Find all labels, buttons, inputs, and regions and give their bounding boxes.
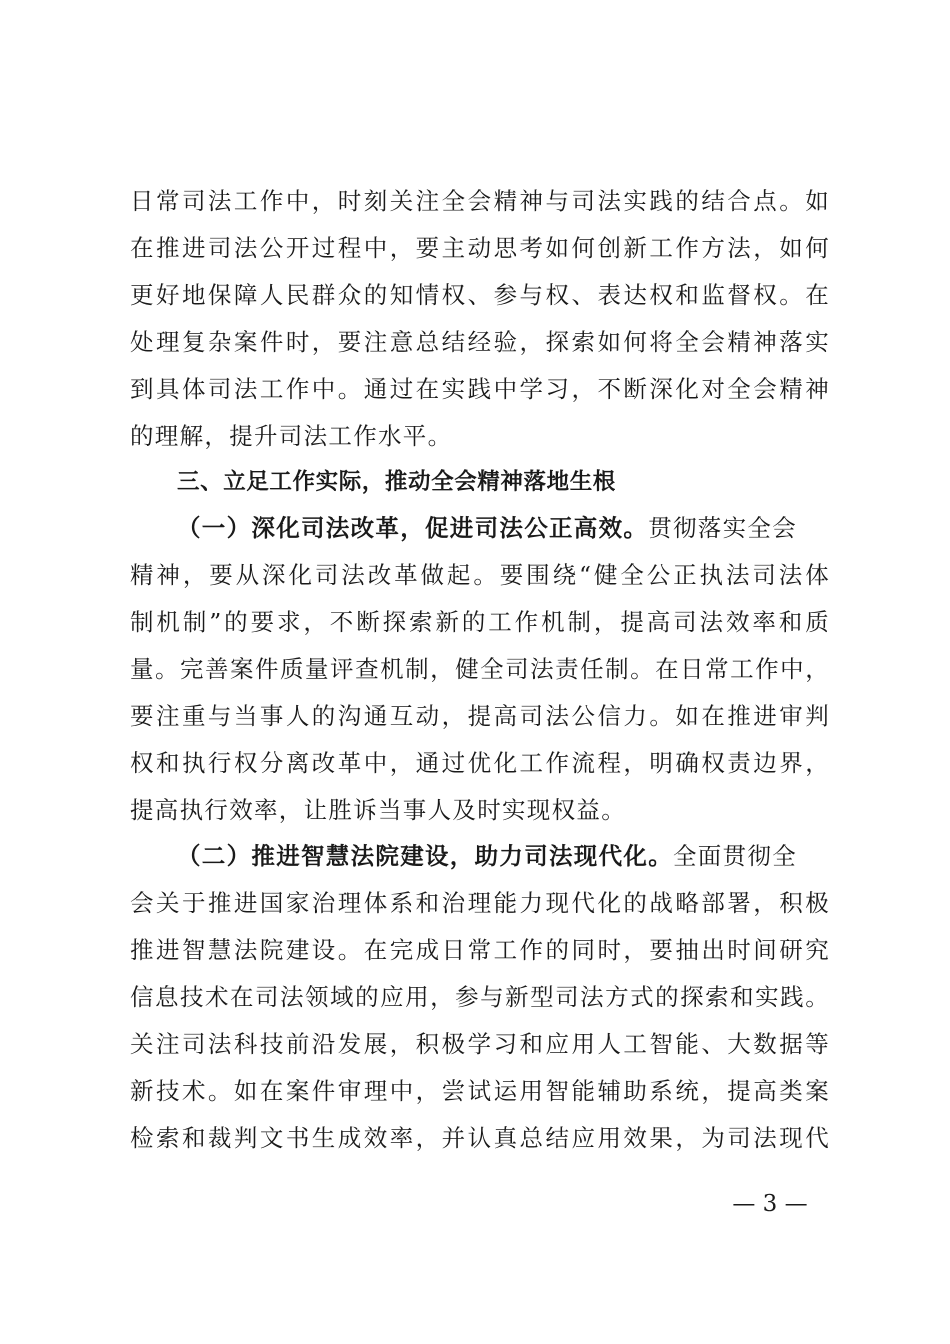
paragraph-line: 检索和裁判文书生成效率，并认真总结应用效果，为司法现代 [130, 1124, 830, 1152]
section-heading: 三、立足工作实际，推动全会精神落地生根 [177, 469, 616, 495]
paragraph-line: 提高执行效率，让胜诉当事人及时实现权益。 [130, 796, 626, 824]
paragraph-line: 要注重与当事人的沟通互动，提高司法公信力。如在推进审判 [130, 702, 830, 730]
subsection-2-title: （二）推进智慧法院建设，助力司法现代化。 [177, 842, 673, 870]
paragraph-line: 更好地保障人民群众的知情权、参与权、表达权和监督权。在 [130, 281, 830, 309]
subsection-2-first-text: 全面贯彻全 [673, 842, 797, 870]
paragraph-line: 制机制”的要求，不断探索新的工作机制，提高司法效率和质 [130, 608, 830, 636]
subsection-2-first-line [177, 836, 830, 876]
paragraph-line: 关注司法科技前沿发展，积极学习和应用人工智能、大数据等 [130, 1030, 830, 1058]
paragraph-line: 信息技术在司法领域的应用，参与新型司法方式的探索和实践。 [130, 983, 830, 1011]
paragraph-line: 到具体司法工作中。通过在实践中学习，不断深化对全会精神 [130, 375, 830, 403]
subsection-1-first-line [177, 508, 830, 548]
paragraph-line: 的理解，提升司法工作水平。 [130, 422, 453, 450]
paragraph-line: 推进智慧法院建设。在完成日常工作的同时，要抽出时间研究 [130, 936, 830, 964]
paragraph-line: 权和执行权分离改革中，通过优化工作流程，明确权责边界， [130, 749, 830, 777]
paragraph-line: 在推进司法公开过程中，要主动思考如何创新工作方法，如何 [130, 234, 830, 262]
paragraph-line: 处理复杂案件时，要注意总结经验，探索如何将全会精神落实 [130, 328, 830, 356]
subsection-1-first-text: 贯彻落实全会 [648, 514, 798, 542]
paragraph-line: 日常司法工作中，时刻关注全会精神与司法实践的结合点。如 [130, 187, 830, 215]
subsection-1-title: （一）深化司法改革，促进司法公正高效。 [177, 514, 649, 542]
paragraph-line: 会关于推进国家治理体系和治理能力现代化的战略部署，积极 [130, 889, 830, 917]
paragraph-line: 精神，要从深化司法改革做起。要围绕“健全公正执法司法体 [130, 561, 830, 589]
page-number: — 3 — [732, 1191, 808, 1217]
paragraph-line: 量。完善案件质量评查机制，健全司法责任制。在日常工作中， [130, 655, 830, 683]
paragraph-line: 新技术。如在案件审理中，尝试运用智能辅助系统，提高类案 [130, 1077, 830, 1105]
